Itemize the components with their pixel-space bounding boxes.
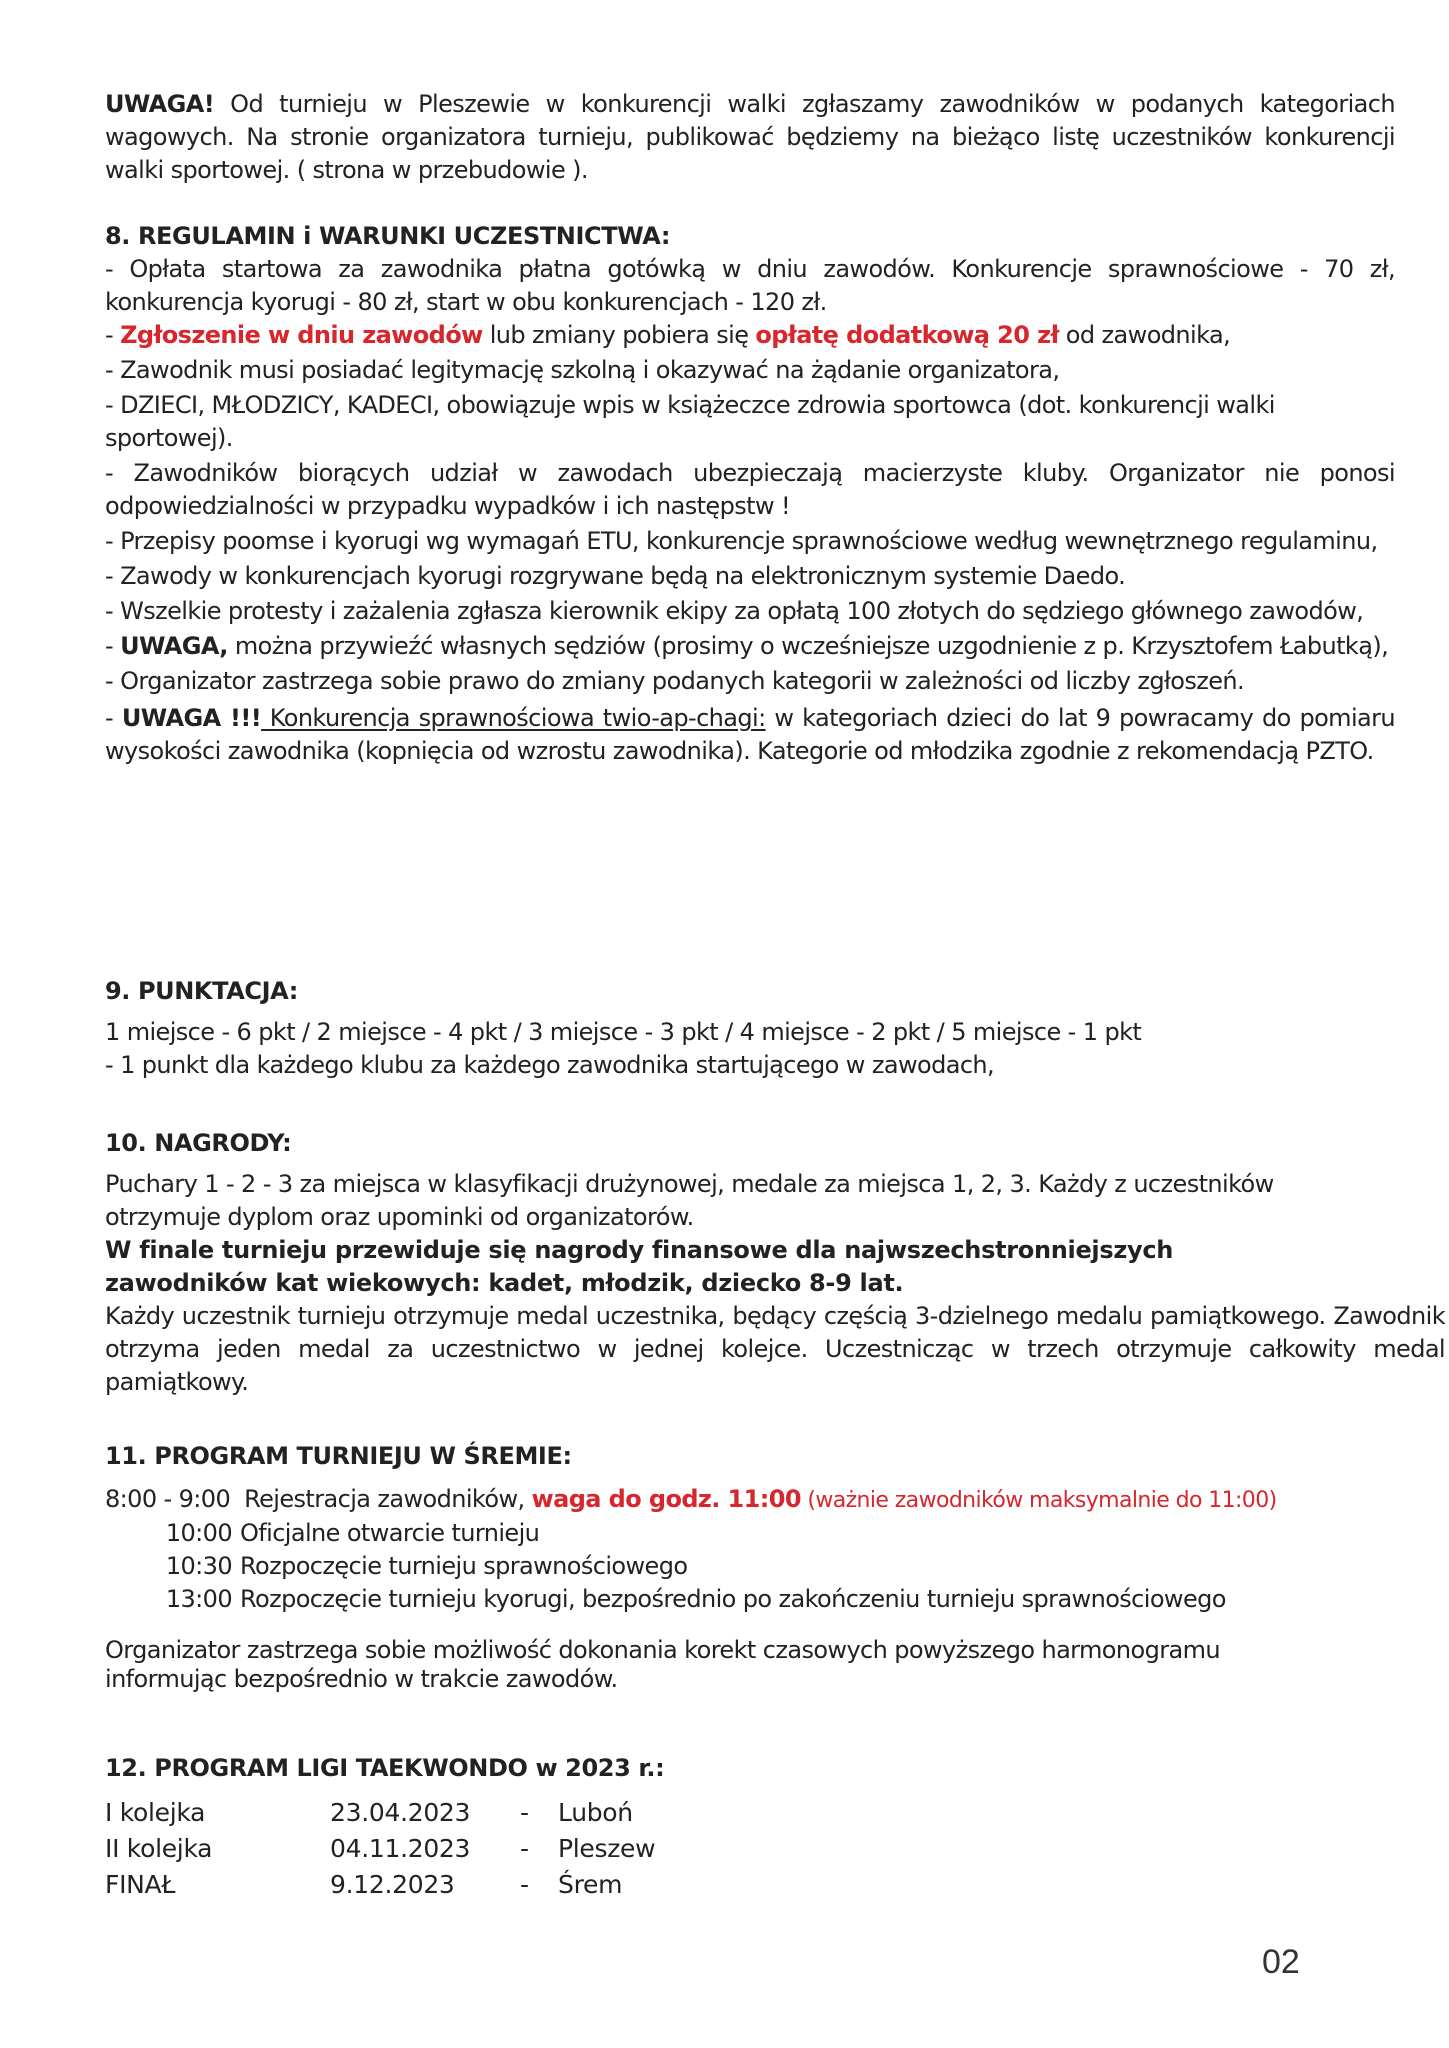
twio-competition-label: Konkurencja sprawnościowa twio-ap-chagi:	[261, 704, 766, 732]
section-9-heading: 9. PUNKTACJA:	[105, 977, 298, 1005]
schedule-row	[0, 1550, 1395, 1583]
section-11-heading: 11. PROGRAM TURNIEJU W ŚREMIE:	[105, 1442, 572, 1470]
weigh-in-note: (ważnie zawodników maksymalnie do 11:00)	[800, 1488, 1277, 1513]
schedule-row	[0, 1517, 1395, 1550]
schedule-text: Rozpoczęcie turnieju sprawnościowego	[240, 1552, 688, 1580]
section-8-regulations	[105, 220, 1395, 768]
league-row	[105, 1795, 1395, 1831]
schedule-time: 10:30	[165, 1552, 232, 1580]
id-card-item: - Zawodnik musi posiadać legitymację szkolną i okazywać na żądanie organizatora,	[105, 356, 1060, 384]
weigh-in-highlight: waga do godz. 11:00	[531, 1485, 801, 1513]
club-scoring: - 1 punkt dla każdego klubu za każdego zawodnika startującego w zawodach,	[105, 1051, 995, 1079]
referees-warning: UWAGA,	[120, 632, 228, 660]
schedule-desc: Rejestracja zawodników,	[244, 1485, 532, 1513]
schedule-time: 13:00	[165, 1585, 232, 1613]
schedule-text	[244, 1483, 1276, 1517]
referees-item	[105, 630, 1445, 663]
late-prefix: -	[105, 321, 121, 349]
schedule-text: Rozpoczęcie turnieju kyorugi, bezpośrednio po zakończeniu turnieju sprawnościowego	[240, 1585, 1226, 1613]
section-10-prizes	[105, 1127, 1445, 1399]
round-name: I kolejka	[105, 1798, 206, 1827]
insurance-item: - Zawodników biorących udział w zawodach ubezpieczają macierzyste kluby. Organizator nie ponosi odpowiedzialności w przypadku wypadków i ich następstw !	[105, 459, 1395, 520]
health-book-item: - DZIECI, MŁODZICY, KADECI, obowiązuje wpis w książeczce zdrowia sportowca (dot. konkurencji walki sportowej).	[105, 391, 1275, 452]
section-11-program	[105, 1440, 1395, 1694]
notice-paragraph	[105, 88, 1395, 187]
late-fee-highlight: opłatę dodatkową 20 zł	[755, 321, 1059, 349]
late-mid: lub zmiany pobiera się	[482, 321, 756, 349]
round-name: II kolejka	[105, 1834, 213, 1863]
places-scoring: 1 miejsce - 6 pkt / 2 miejsce - 4 pkt / 3 miejsce - 3 pkt / 4 miejsce - 2 pkt / 5 miejsce - 1 pkt	[105, 1018, 1142, 1046]
late-registration-item	[105, 319, 1395, 352]
league-row	[105, 1867, 1395, 1903]
section-12-league	[105, 1752, 1395, 1903]
round-date: 04.11.2023	[330, 1834, 471, 1863]
medal-text: Każdy uczestnik turnieju otrzymuje medal uczestnika, będący częścią 3-dzielnego medalu pamiątkowego. Zawodnik otrzyma jeden medal za uczestnictwo w jednej kolejce. Uczestnicząc w trzech otrzymuje całkowity medal pamiątkowy.	[105, 1302, 1445, 1396]
daedo-item: - Zawody w konkurencjach kyorugi rozgrywane będą na elektronicznym systemie Daedo.	[105, 562, 1126, 590]
round-name: FINAŁ	[105, 1870, 176, 1899]
round-separator: -	[520, 1834, 529, 1863]
round-place: Śrem	[558, 1870, 623, 1899]
notice-lead: UWAGA!	[105, 90, 215, 118]
twio-text: w kategoriach dzieci do lat 9 powracamy do pomiaru wysokości zawodnika (kopnięcia od wzrostu zawodnika). Kategorie od młodzika zgodnie z rekomendacją PZTO.	[105, 704, 1395, 765]
schedule-row	[0, 1583, 1395, 1616]
schedule-text: Oficjalne otwarcie turnieju	[240, 1519, 540, 1547]
section-8-heading: 8. REGULAMIN i WARUNKI UCZESTNICTWA:	[105, 222, 671, 250]
twio-prefix: -	[105, 704, 122, 732]
fee-item: - Opłata startowa za zawodnika płatna gotówką w dniu zawodów. Konkurencje sprawnościowe - 70 zł, konkurencja kyorugi - 80 zł, start w obu konkurencjach - 120 zł.	[105, 255, 1395, 316]
round-place: Luboń	[558, 1798, 633, 1827]
schedule-time: 8:00 - 9:00	[105, 1485, 231, 1513]
referees-prefix: -	[105, 632, 121, 660]
page-number: 02	[1262, 1943, 1300, 1981]
schedule-time: 10:00	[165, 1519, 232, 1547]
schedule-row	[105, 1483, 1395, 1517]
round-separator: -	[520, 1870, 529, 1899]
league-row	[105, 1831, 1395, 1867]
league-table	[105, 1795, 1395, 1903]
cups-text: Puchary 1 - 2 - 3 za miejsca w klasyfikacji drużynowej, medale za miejsca 1, 2, 3. Każdy z uczestników otrzymuje dyplom oraz upominki od organizatorów.	[105, 1170, 1274, 1231]
referees-text: można przywieźć własnych sędziów (prosimy o wcześniejsze uzgodnienie z p. Krzysztofem Łabutką),	[227, 632, 1389, 660]
late-suffix: od zawodnika,	[1058, 321, 1231, 349]
round-date: 23.04.2023	[330, 1798, 471, 1827]
late-registration-highlight: Zgłoszenie w dniu zawodów	[120, 321, 483, 349]
section-9-scoring	[105, 975, 1395, 1082]
financial-prizes-line-2: zawodników kat wiekowych: kadet, młodzik, dziecko 8-9 lat.	[105, 1269, 904, 1297]
rules-item: - Przepisy poomse i kyorugi wg wymagań ETU, konkurencje sprawnościowe według wewnętrznego regulaminu,	[105, 527, 1378, 555]
financial-prizes-line-1: W finale turnieju przewiduje się nagrody finansowe dla najwszechstronniejszych	[105, 1236, 1174, 1264]
round-place: Pleszew	[558, 1834, 656, 1863]
schedule-list	[0, 1483, 1395, 1616]
notice-block	[105, 88, 1395, 187]
protests-item: - Wszelkie protesty i zażalenia zgłasza kierownik ekipy za opłatą 100 złotych do sędziego głównego zawodów,	[105, 597, 1364, 625]
schedule-note: Organizator zastrzega sobie możliwość dokonania korekt czasowych powyższego harmonogramu informując bezpośrednio w trakcie zawodów.	[105, 1636, 1220, 1693]
section-12-heading: 12. PROGRAM LIGI TAEKWONDO w 2023 r.:	[105, 1754, 665, 1782]
section-10-heading: 10. NAGRODY:	[105, 1129, 292, 1157]
categories-item: - Organizator zastrzega sobie prawo do zmiany podanych kategorii w zależności od liczby zgłoszeń.	[105, 667, 1245, 695]
notice-text: Od turnieju w Pleszewie w konkurencji walki zgłaszamy zawodników w podanych kategoriach wagowych. Na stronie organizatora turnieju, publikować będziemy na bieżąco listę uczestników konkurencji walki sportowej. ( strona w przebudowie ).	[105, 90, 1395, 184]
twio-warning: UWAGA !!!	[121, 704, 262, 732]
twio-item	[105, 702, 1395, 768]
round-date: 9.12.2023	[330, 1870, 455, 1899]
round-separator: -	[520, 1798, 529, 1827]
